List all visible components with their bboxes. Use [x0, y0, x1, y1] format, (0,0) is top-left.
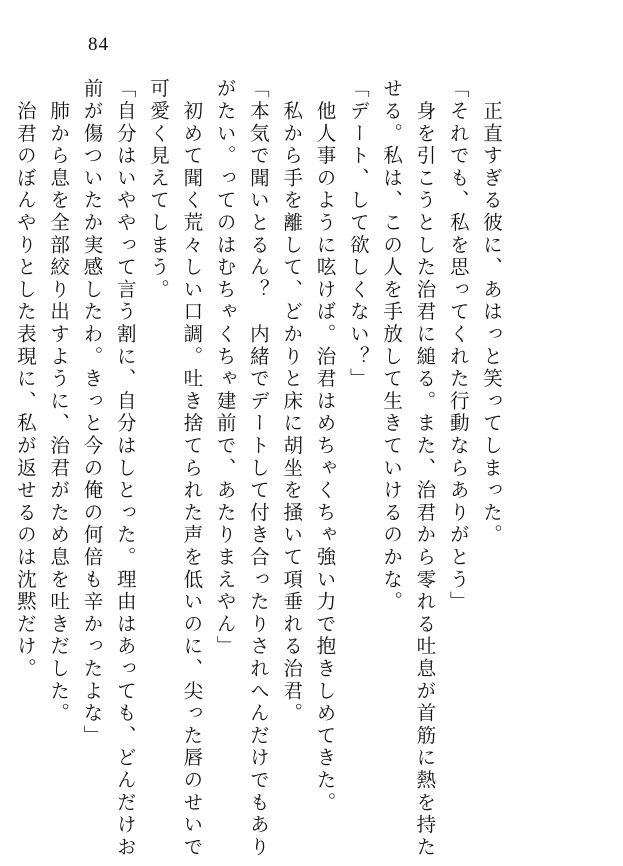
- text-line: 他人事のように呟けば。治君はめちゃくちゃ強い力で抱きしめてきた。: [313, 78, 337, 814]
- text-line: 可愛く見えてしまう。: [147, 78, 171, 301]
- text-line: 「デート、して欲しくない？」: [346, 78, 370, 391]
- text-line: 初めて聞く荒々しい口調。吐き捨てられた声を低いのに、尖った唇のせいで: [180, 78, 204, 859]
- novel-text-body: [13, 78, 508, 859]
- text-line: 肺から息を全部絞り出すように、治君がため息を吐きだした。: [47, 78, 71, 725]
- text-line: 「自分はいややって言う割に、自分はしとった。理由はあっても、どんだけお: [113, 78, 137, 859]
- text-line: 身を引こうとした治君に縋る。また、治君から零れる吐息が首筋に熱を持た: [413, 78, 437, 859]
- page-number: 84: [88, 34, 109, 55]
- text-line: 私から手を離して、どかりと床に胡坐を掻いて項垂れる治君。: [280, 78, 304, 725]
- text-line: 正直すぎる彼に、あはっと笑ってしまった。: [480, 78, 503, 547]
- text-line: がたい。ってのはむちゃくちゃ建前で、あたりまえやん」: [213, 78, 237, 658]
- text-line: 前が傷ついたか実感したわ。きっと今の俺の何倍も辛かったよな」: [80, 78, 104, 747]
- text-line: 治君のぼんやりとした表現に、私が返せるのは沈黙だけ。: [13, 78, 37, 681]
- text-line: 「それでも、私を思ってくれた行動ならありがとう」: [446, 78, 470, 614]
- text-line: 「本気で聞いとるん？ 内緒でデートして付き合ったりされへんだけでもあり: [246, 78, 270, 859]
- text-line: せる。私は、この人を手放して生きていけるのかな。: [380, 78, 404, 614]
